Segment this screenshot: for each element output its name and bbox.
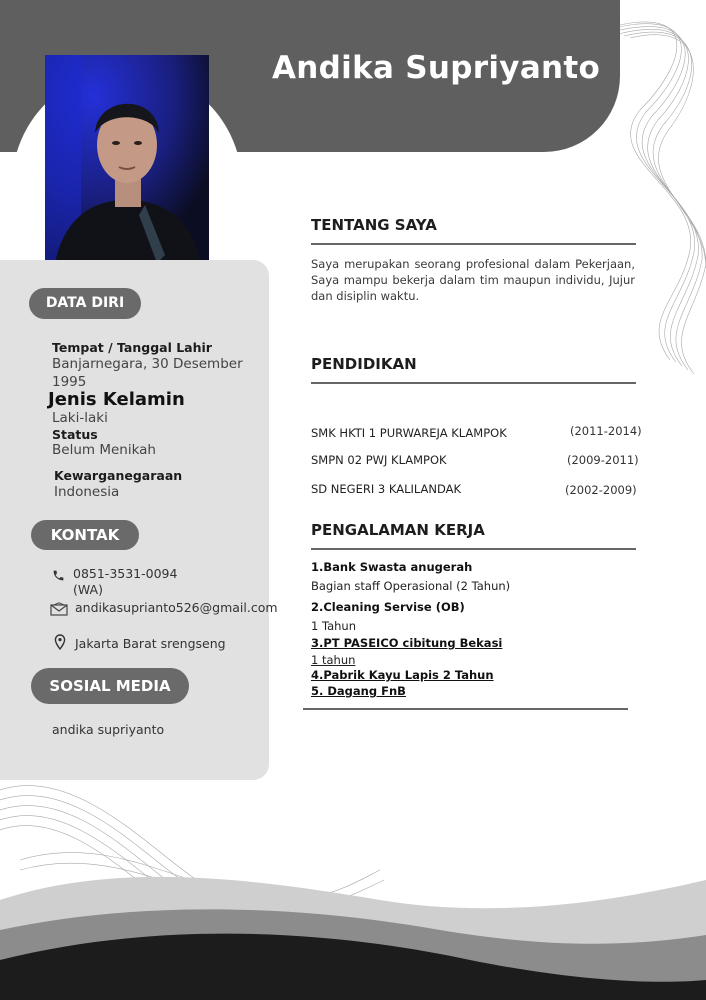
phone-note: (WA) xyxy=(73,582,103,597)
location-pin-icon xyxy=(54,634,66,654)
birth-value-line1: Banjarnegara, 30 Desember xyxy=(52,356,243,372)
phone-icon xyxy=(52,567,65,586)
citizenship-value: Indonesia xyxy=(54,484,120,500)
status-label: Status xyxy=(52,427,98,442)
education-years: (2009-2011) xyxy=(567,453,639,467)
phone-number: 0851-3531-0094 xyxy=(73,566,178,581)
education-heading: PENDIDIKAN xyxy=(311,355,417,373)
gender-label: Jenis Kelamin xyxy=(48,389,185,410)
email-address: andikasuprianto526@gmail.com xyxy=(75,600,278,615)
email-icon xyxy=(50,601,68,620)
job-desc-1: Bagian staff Operasional (2 Tahun) xyxy=(311,579,511,593)
birth-label: Tempat / Tanggal Lahir xyxy=(52,340,212,355)
education-divider xyxy=(311,382,636,384)
job-title-4: 4.Pabrik Kayu Lapis 2 Tahun xyxy=(311,668,494,682)
status-value: Belum Menikah xyxy=(52,442,156,458)
education-years: (2002-2009) xyxy=(565,483,637,497)
education-school: SMPN 02 PWJ KLAMPOK xyxy=(311,453,447,467)
job-title-3: 3.PT PASEICO cibitung Bekasi xyxy=(311,636,503,650)
profile-photo xyxy=(45,55,209,263)
experience-bottom-divider xyxy=(303,708,628,710)
job-desc-3: 1 tahun xyxy=(311,653,356,667)
job-title-5: 5. Dagang FnB xyxy=(311,684,406,698)
about-text: Saya merupakan seorang profesional dalam Pekerjaan, Saya mampu bekerja dalam tim maupun individu, Jujur dan disiplin waktu. xyxy=(311,257,635,303)
citizenship-label: Kewarganegaraan xyxy=(54,468,183,483)
job-title-1: 1.Bank Swasta anugerah xyxy=(311,560,473,574)
sosial-media-heading: SOSIAL MEDIA xyxy=(31,668,189,704)
social-account: andika supriyanto xyxy=(52,722,165,737)
full-name: Andika Supriyanto xyxy=(272,50,601,86)
address-text: Jakarta Barat srengseng xyxy=(75,636,226,651)
gender-value: Laki-laki xyxy=(52,410,108,426)
data-diri-heading: DATA DIRI xyxy=(29,288,141,319)
job-title-2: 2.Cleaning Servise (OB) xyxy=(311,600,465,614)
birth-value-line2: 1995 xyxy=(52,374,87,390)
experience-divider xyxy=(311,548,636,550)
education-years: (2011-2014) xyxy=(570,424,642,438)
education-school: SMK HKTI 1 PURWAREJA KLAMPOK xyxy=(311,426,507,440)
about-divider xyxy=(311,243,636,245)
education-school: SD NEGERI 3 KALILANDAK xyxy=(311,482,462,496)
experience-heading: PENGALAMAN KERJA xyxy=(311,521,485,539)
job-desc-2: 1 Tahun xyxy=(311,619,357,633)
about-heading: TENTANG SAYA xyxy=(311,216,437,234)
kontak-heading: KONTAK xyxy=(31,520,139,550)
